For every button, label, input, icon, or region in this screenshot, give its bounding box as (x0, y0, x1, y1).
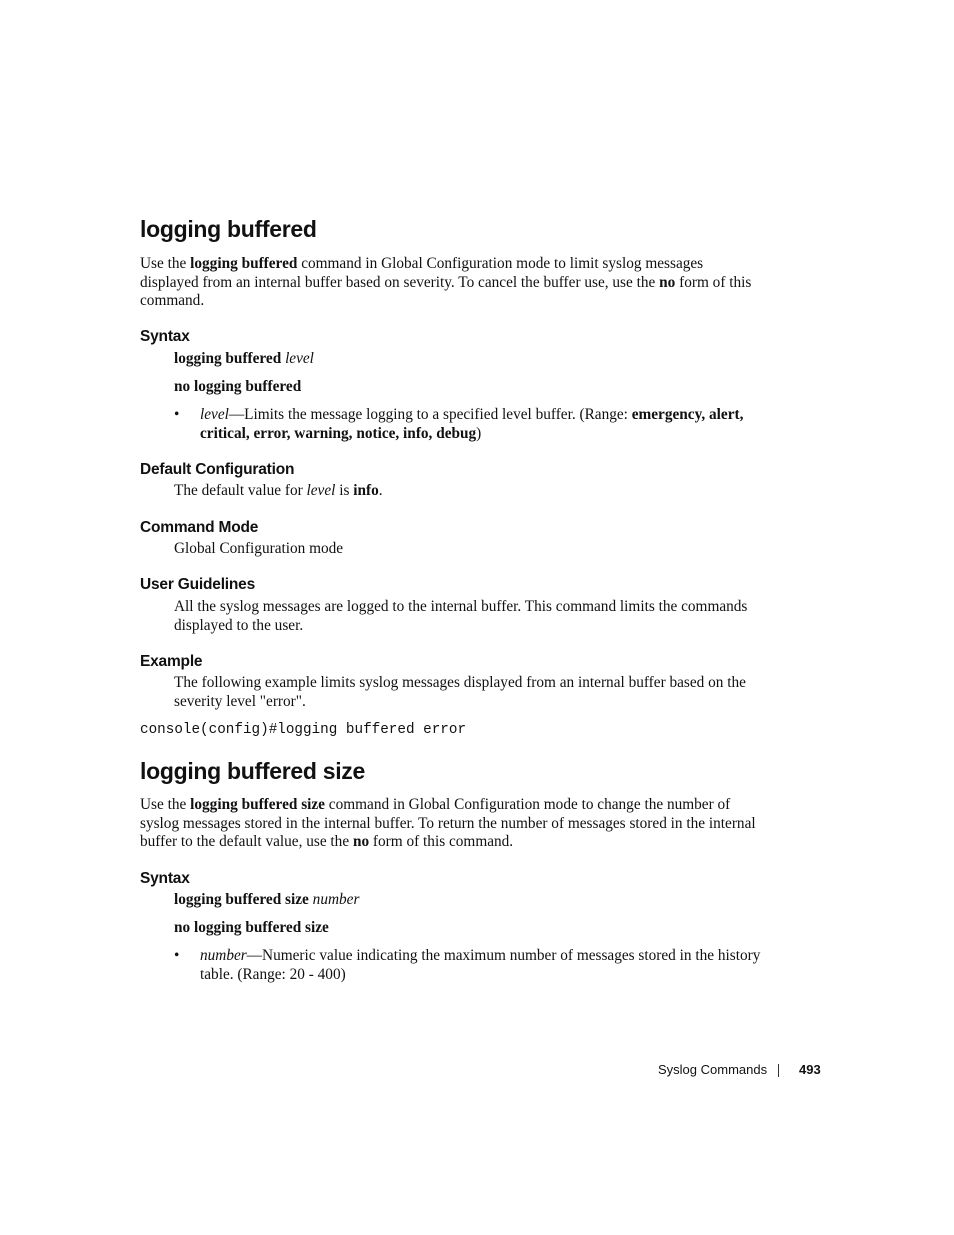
example-heading: Example (140, 653, 203, 670)
example-text: The following example limits syslog messages displayed from an internal buffer based on the severity level "error". (174, 674, 746, 710)
default-configuration-heading: Default Configuration (140, 461, 295, 478)
syntax-line-no-form: no logging buffered size (174, 919, 329, 936)
command-mode-heading: Command Mode (140, 519, 259, 536)
command-name: logging buffered size (190, 796, 325, 813)
section-intro: Use the logging buffered size command in Global Configuration mode to change the number of syslog messages stored in the internal buffer. To return the number of messages stored in the internal buffer to the default value, use the no form of this command. (140, 796, 756, 851)
section-title-logging-buffered: logging buffered (140, 216, 317, 242)
syntax-line: logging buffered level (174, 350, 314, 367)
parameter-description: number—Numeric value indicating the maximum number of messages stored in the history table. (Range: 20 - 400) (200, 947, 761, 983)
syntax-line-no-form: no logging buffered (174, 378, 302, 395)
bullet-marker: • (174, 406, 180, 423)
syntax-param: level (285, 350, 314, 367)
section-intro: Use the logging buffered command in Global Configuration mode to limit syslog messages displayed from an internal buffer based on severity. To cancel the buffer use, use the no form of this command. (140, 255, 752, 310)
syntax-line: logging buffered size number (174, 891, 360, 908)
command-mode-text: Global Configuration mode (174, 540, 344, 557)
parameter-description: level—Limits the message logging to a specified level buffer. (Range: emergency, alert, critical, error, warning, notice, info, debug) (200, 406, 744, 442)
footer-section-name: Syslog Commands (658, 1062, 768, 1077)
syntax-param: number (312, 891, 360, 908)
page-number: 493 (799, 1062, 821, 1077)
section-title-logging-buffered-size: logging buffered size (140, 758, 365, 784)
footer-divider (778, 1064, 779, 1077)
example-code: console(config)#logging buffered error (140, 722, 467, 738)
bullet-marker: • (174, 947, 180, 964)
user-guidelines-text: All the syslog messages are logged to the internal buffer. This command limits the commands displayed to the user. (174, 598, 748, 634)
user-guidelines-heading: User Guidelines (140, 576, 256, 593)
syntax-heading: Syntax (140, 870, 190, 887)
default-configuration-text: The default value for level is info. (174, 482, 383, 499)
syntax-heading: Syntax (140, 328, 190, 345)
no-keyword: no (352, 833, 370, 851)
no-keyword: no (659, 273, 676, 291)
command-name: logging buffered (190, 255, 298, 272)
